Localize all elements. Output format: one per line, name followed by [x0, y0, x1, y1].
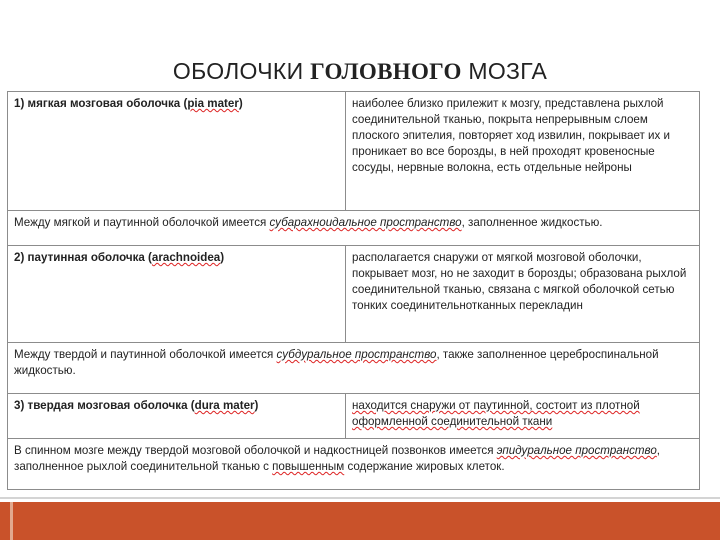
- cell-dura-mater-desc: находится снаружи от паутинной, состоит из плотной оформленной соединительной ткани: [346, 394, 700, 439]
- text-after-2: содержание жировых клеток.: [344, 460, 505, 473]
- cell-epidural: [8, 439, 700, 490]
- cell-subarachnoid: [8, 211, 700, 246]
- table-row-pia-mater: [8, 92, 700, 211]
- text-before: В спинном мозге между твердой мозговой оболочкой и надкостницей позвонков имеется: [14, 444, 497, 457]
- membrane-name: твердая мозговая оболочка (: [27, 399, 195, 412]
- closing-paren: ): [254, 399, 259, 412]
- space-term: субдуральное пространство: [276, 348, 437, 361]
- title-part-1: ОБОЛОЧКИ: [172, 58, 311, 84]
- row-number: 1): [14, 97, 28, 110]
- cell-dura-mater-name: [8, 394, 346, 439]
- table-row-dura-mater: [8, 394, 700, 439]
- space-term: субарахноидальное пространство: [269, 216, 462, 229]
- footer-accent-bar: [0, 502, 720, 540]
- text-after: , заполненное рыхлой соединительной тканью с: [14, 444, 661, 473]
- membrane-name: мягкая мозговая оболочка (: [27, 97, 188, 110]
- cell-arachnoid-name: [8, 246, 346, 343]
- row-number: 3): [14, 399, 28, 412]
- title-part-3: МОЗГА: [461, 58, 548, 84]
- table-row-subarachnoid: [8, 211, 700, 246]
- table-row-epidural: [8, 439, 700, 490]
- closing-paren: ): [220, 251, 225, 264]
- cell-arachnoid-desc: располагается снаружи от мягкой мозговой оболочки, покрывает мозг, но не заходит в борозды; образована рыхлой соединительной тканью, связана с мягкой оболочкой сетью тонких соединительнотканных перекладин: [346, 246, 700, 343]
- footer-divider: [0, 497, 720, 499]
- meninges-table: [7, 91, 700, 490]
- text-after: , также заполненное цереброспинальной жидкостью.: [14, 348, 659, 377]
- latin-name: arachnoidea: [151, 251, 221, 264]
- text-before: Между твердой и паутинной оболочкой имеется: [14, 348, 277, 361]
- cell-pia-mater-desc: наиболее близко прилежит к мозгу, представлена рыхлой соединительной тканью, покрыта непрерывным слоем плоского эпителия, повторяет ход извилин, покрывает их и проникает во все борозды, в ней проходят кровеносные сосуды, нервные волокна, есть отдельные нейроны: [346, 92, 700, 211]
- row-number: 2): [14, 251, 28, 264]
- cell-subdural: [8, 343, 700, 394]
- table-row-arachnoid: [8, 246, 700, 343]
- text-before: Между мягкой и паутинной оболочкой имеется: [14, 216, 270, 229]
- cell-pia-mater-name: [8, 92, 346, 211]
- text-after: , заполненное жидкостью.: [461, 216, 603, 229]
- latin-name: dura mater: [194, 399, 255, 412]
- space-term: эпидуральное пространство: [496, 444, 657, 457]
- title-part-2: ГОЛОВНОГО: [310, 59, 462, 84]
- table-row-subdural: [8, 343, 700, 394]
- latin-name: pia mater: [187, 97, 239, 110]
- membrane-name: паутинная оболочка (: [27, 251, 152, 264]
- highlighted-word: повышенным: [272, 460, 345, 473]
- closing-paren: ): [238, 97, 243, 110]
- slide-title: [0, 58, 720, 85]
- footer-accent-tick: [10, 502, 13, 540]
